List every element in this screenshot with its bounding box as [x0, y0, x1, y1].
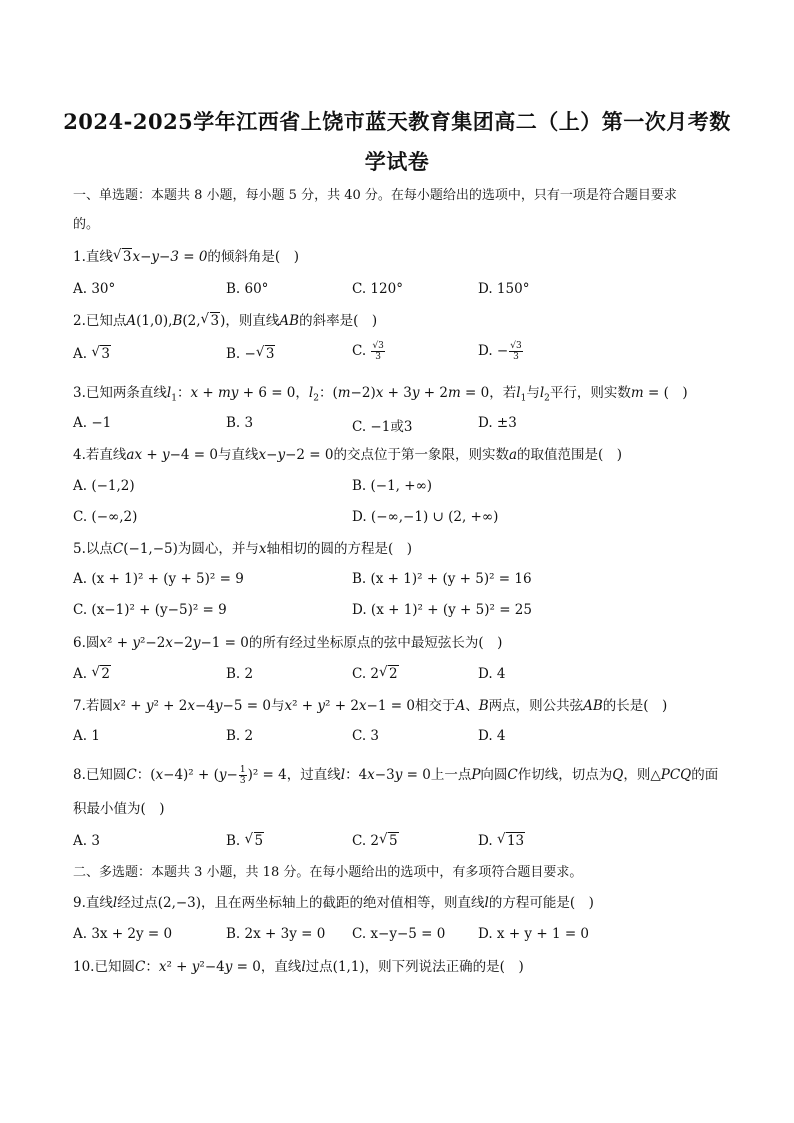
q1-option-d: D. 150° [478, 281, 530, 297]
question-5: 5.以点C(−1,−5)为圆心，并与x轴相切的圆的方程是( ) [73, 541, 413, 557]
q7-option-d: D. 4 [478, 728, 506, 744]
q4-option-c: C. (−∞,2) [73, 509, 138, 525]
q1-option-b: B. 60° [226, 281, 269, 297]
q2-option-c: C. $\frac{√3}{3}$ [352, 341, 384, 362]
q8-option-b: B. √ 5 [226, 833, 264, 849]
question-4: 4.若直线ax + y−4 = 0与直线x−y−2 = 0的交点位于第一象限，则实数a的取值范围是( ) [73, 447, 623, 463]
q3-option-b: B. 3 [226, 415, 254, 431]
q3-option-a: A. −1 [73, 415, 112, 431]
q6-option-c: C. 2√ 2 [352, 666, 399, 682]
question-2: 2.已知点A(1,0),B(2,√ 3)，则直线AB的斜率是( ) [73, 312, 723, 330]
question-9: 9.直线l经过点(2,−3)，且在两坐标轴上的截距的绝对值相等，则直线l的方程可能是( ) [73, 895, 594, 911]
q1-option-c: C. 120° [352, 281, 403, 297]
q5-option-b: B. (x + 1)² + (y + 5)² = 16 [352, 571, 532, 587]
section1-heading: 一、单选题：本题共 8 小题，每小题 5 分，共 40 分。在每小题给出的选项中，只有一项是符合题目要求 [73, 188, 677, 203]
q9-option-a: A. 3x + 2y = 0 [73, 926, 173, 942]
question-6: 6.圆x² + y²−2x−2y−1 = 0的所有经过坐标原点的弦中最短弦长为( ) [73, 635, 503, 651]
q4-option-a: A. (−1,2) [73, 478, 135, 494]
q2-option-b: B. −√ 3 [226, 346, 275, 362]
q4-option-d: D. (−∞,−1) ∪ (2, +∞) [352, 509, 499, 525]
q2-option-a: A. √ 3 [73, 346, 111, 362]
question-7: 7.若圆x² + y² + 2x−4y−5 = 0与x² + y² + 2x−1 = 0相交于A、B两点，则公共弦AB的长是( ) [73, 698, 668, 714]
q5-option-a: A. (x + 1)² + (y + 5)² = 9 [73, 571, 244, 587]
q8-option-a: A. 3 [73, 833, 100, 849]
q9-option-c: C. x−y−5 = 0 [352, 926, 446, 942]
q9-option-d: D. x + y + 1 = 0 [478, 926, 590, 942]
q2-option-d: D. − $\frac{√3}{3}$ [478, 341, 522, 362]
q5-option-d: D. (x + 1)² + (y + 5)² = 25 [352, 602, 532, 618]
exam-title-line2: 学试卷 [364, 149, 430, 174]
q4-option-b: B. (−1, +∞) [352, 478, 433, 494]
question-1: 1.直线√ 3x−y−3 = 0的倾斜角是( ) [73, 248, 723, 266]
q7-option-b: B. 2 [226, 728, 254, 744]
q6-option-b: B. 2 [226, 666, 254, 682]
q6-option-a: A. √ 2 [73, 666, 111, 682]
q1-option-a: A. 30° [73, 281, 116, 297]
q7-option-c: C. 3 [352, 728, 380, 744]
q9-option-b: B. 2x + 3y = 0 [226, 926, 326, 942]
section1-heading-cont: 的。 [73, 217, 100, 232]
q6-option-d: D. 4 [478, 666, 506, 682]
q8-option-c: C. 2√ 5 [352, 833, 399, 849]
q3-option-c: C. −1或3 [352, 419, 413, 435]
exam-title-line1: 2024-2025学年江西省上饶市蓝天教育集团高二（上）第一次月考数 [63, 109, 731, 134]
question-3: 3.已知两条直线$l_1$：x + my + 6 = 0，$l_2$：(m−2)x + 3y + 2m = 0，若$l_1$与$l_2$平行，则实数m = ( ) [73, 385, 688, 404]
q3-option-d: D. ±3 [478, 415, 517, 431]
q8-option-d: D. √ 13 [478, 833, 525, 849]
question-8-cont: 积最小值为( ) [73, 801, 165, 817]
q5-option-c: C. (x−1)² + (y−5)² = 9 [73, 602, 227, 618]
question-8: 8.已知圆C：(x−4)² + (y− $\frac{1}{3}$ )² = 4，过直线l：4x−3y = 0上一点P向圆C作切线，切点为Q，则△PCQ的面 [73, 765, 719, 786]
question-10: 10.已知圆C：x² + y²−4y = 0，直线l过点(1,1)，则下列说法正确的是( ) [73, 959, 524, 975]
section2-heading: 二、多选题：本题共 3 小题，共 18 分。在每小题给出的选项中，有多项符合题目要求。 [73, 865, 583, 880]
q7-option-a: A. 1 [73, 728, 100, 744]
